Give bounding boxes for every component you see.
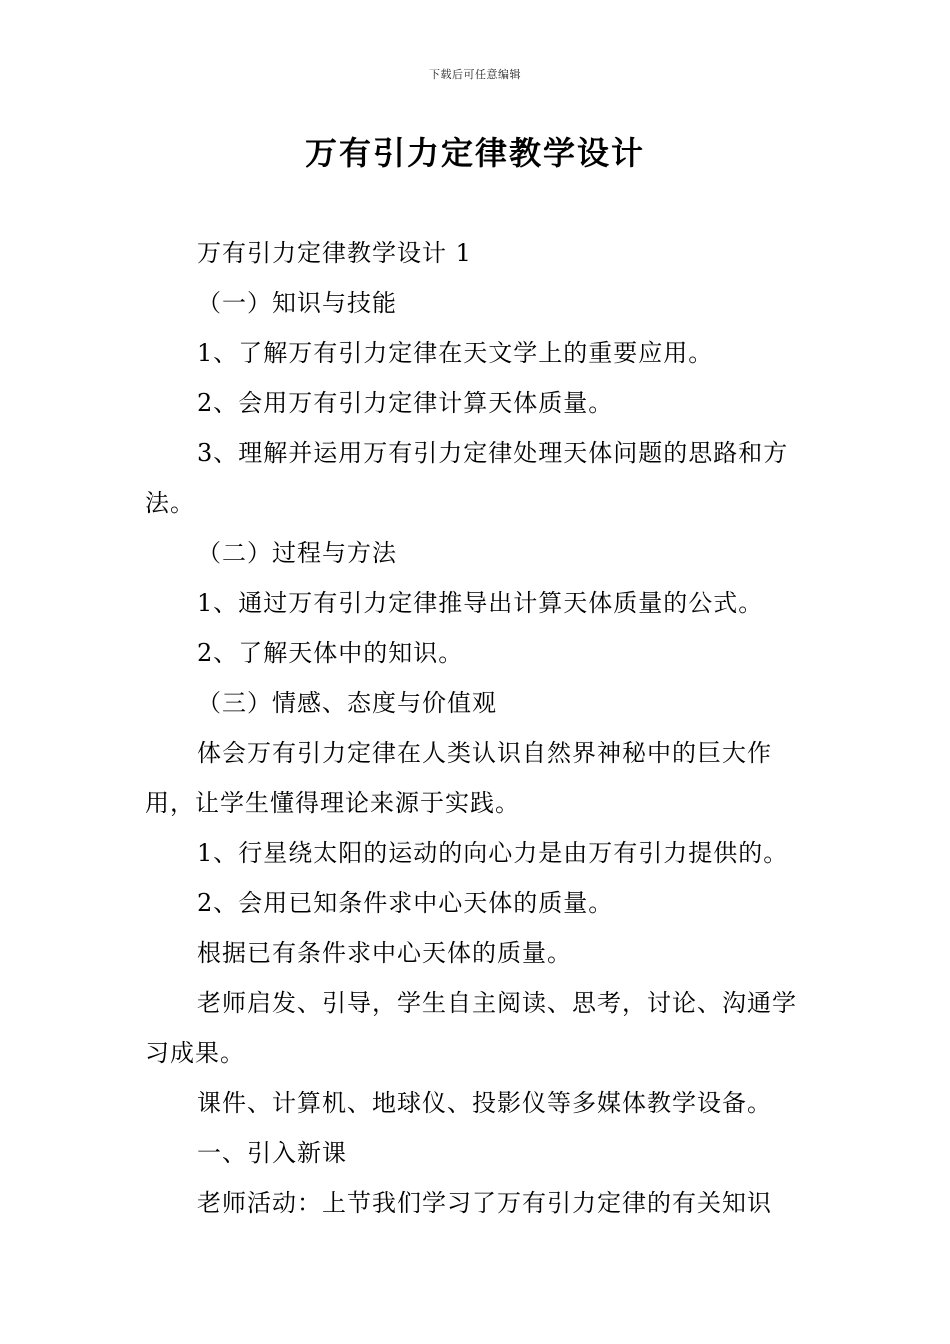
paragraph: 课件、计算机、地球仪、投影仪等多媒体教学设备。 xyxy=(197,1089,772,1117)
section-heading-process-method: （二）过程与方法 xyxy=(197,539,397,567)
list-item: 2、了解天体中的知识。 xyxy=(197,639,464,667)
list-item: 2、会用万有引力定律计算天体质量。 xyxy=(197,389,614,417)
document-title: 万有引力定律教学设计 xyxy=(304,134,645,172)
list-item: 1、行星绕太阳的运动的向心力是由万有引力提供的。 xyxy=(197,839,789,867)
paragraph-subtitle: 万有引力定律教学设计 1 xyxy=(197,239,472,267)
list-item: 1、了解万有引力定律在天文学上的重要应用。 xyxy=(197,339,714,367)
paragraph: 体会万有引力定律在人类认识自然界神秘中的巨大作用，让学生懂得理论来源于实践。 xyxy=(145,739,772,817)
section-heading-emotion-values: （三）情感、态度与价值观 xyxy=(197,689,497,717)
document-body xyxy=(145,228,810,1228)
header-note: 下载后可任意编辑 xyxy=(429,68,521,81)
paragraph: 老师启发、引导，学生自主阅读、思考，讨论、沟通学习成果。 xyxy=(145,989,797,1067)
list-item: 1、通过万有引力定律推导出计算天体质量的公式。 xyxy=(197,589,764,617)
list-item: 3、理解并运用万有引力定律处理天体问题的思路和方法。 xyxy=(145,439,789,517)
paragraph: 老师活动：上节我们学习了万有引力定律的有关知识 xyxy=(197,1189,772,1217)
section-heading-knowledge-skills: （一）知识与技能 xyxy=(197,289,397,317)
paragraph: 根据已有条件求中心天体的质量。 xyxy=(197,939,572,967)
list-item: 2、会用已知条件求中心天体的质量。 xyxy=(197,889,614,917)
section-heading-intro: 一、引入新课 xyxy=(197,1139,347,1167)
